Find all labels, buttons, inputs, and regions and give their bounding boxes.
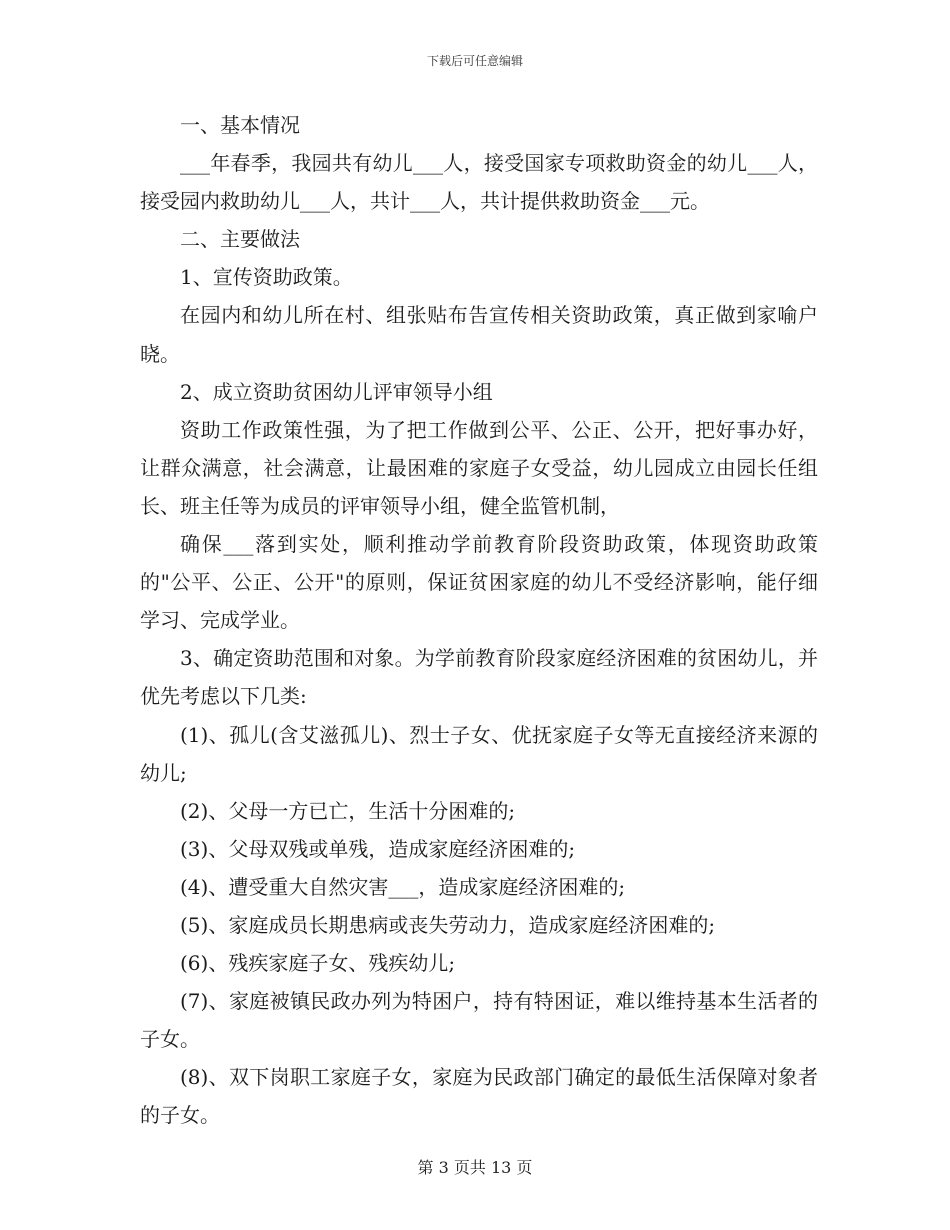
list-item-6: (6)、残疾家庭子女、残疾幼儿;	[180, 951, 456, 976]
paragraph-publicize: 在园内和幼儿所在村、组张贴布告宣传相关资助政策，真正做到家喻户晓。	[140, 303, 818, 366]
section-heading-practices: 二、主要做法	[180, 227, 300, 252]
document-body	[140, 106, 818, 1135]
list-item-5: (5)、家庭成员长期患病或丧失劳动力，造成家庭经济困难的;	[180, 912, 716, 937]
paragraph-review-group: 资助工作政策性强，为了把工作做到公平、公正、公开，把好事办好，让群众满意，社会满意，让最困难的家庭子女受益，幼儿园成立由园长任组长、班主任等为成员的评审领导小组，健全监管机制，	[140, 417, 818, 518]
list-item-8: (8)、双下岗职工家庭子女，家庭为民政部门确定的最低生活保障对象者的子女。	[140, 1065, 818, 1128]
list-item-3: (3)、父母双残或单残，造成家庭经济困难的;	[180, 836, 576, 861]
page-number: 第 3 页共 13 页	[417, 1158, 533, 1177]
subheading-publicize-policy: 1、宣传资助政策。	[180, 265, 353, 290]
section-heading-basic: 一、基本情况	[180, 113, 300, 137]
paragraph-statistics: ___年春季，我园共有幼儿___人，接受国家专项救助资金的幼儿___人，接受园内救助幼儿___人，共计___人，共计提供救助资金___元。	[140, 151, 818, 214]
list-item-1: (1)、孤儿(含艾滋孤儿)、烈士子女、优抚家庭子女等无直接经济来源的幼儿;	[140, 722, 818, 785]
paragraph-scope: 3、确定资助范围和对象。为学前教育阶段家庭经济困难的贫困幼儿，并优先考虑以下几类:	[140, 646, 818, 709]
paragraph-ensure: 确保___落到实处，顺利推动学前教育阶段资助政策，体现资助政策的"公平、公正、公开"的原则，保证贫困家庭的幼儿不受经济影响，能仔细学习、完成学业。	[140, 532, 818, 633]
list-item-4: (4)、遭受重大自然灾害___，造成家庭经济困难的;	[180, 874, 626, 899]
list-item-2: (2)、父母一方已亡，生活十分困难的;	[180, 798, 516, 823]
download-note: 下载后可任意编辑	[426, 54, 523, 68]
list-item-7: (7)、家庭被镇民政办列为特困户，持有特困证，难以维持基本生活者的子女。	[140, 989, 818, 1052]
subheading-review-group: 2、成立资助贫困幼儿评审领导小组	[180, 379, 493, 404]
